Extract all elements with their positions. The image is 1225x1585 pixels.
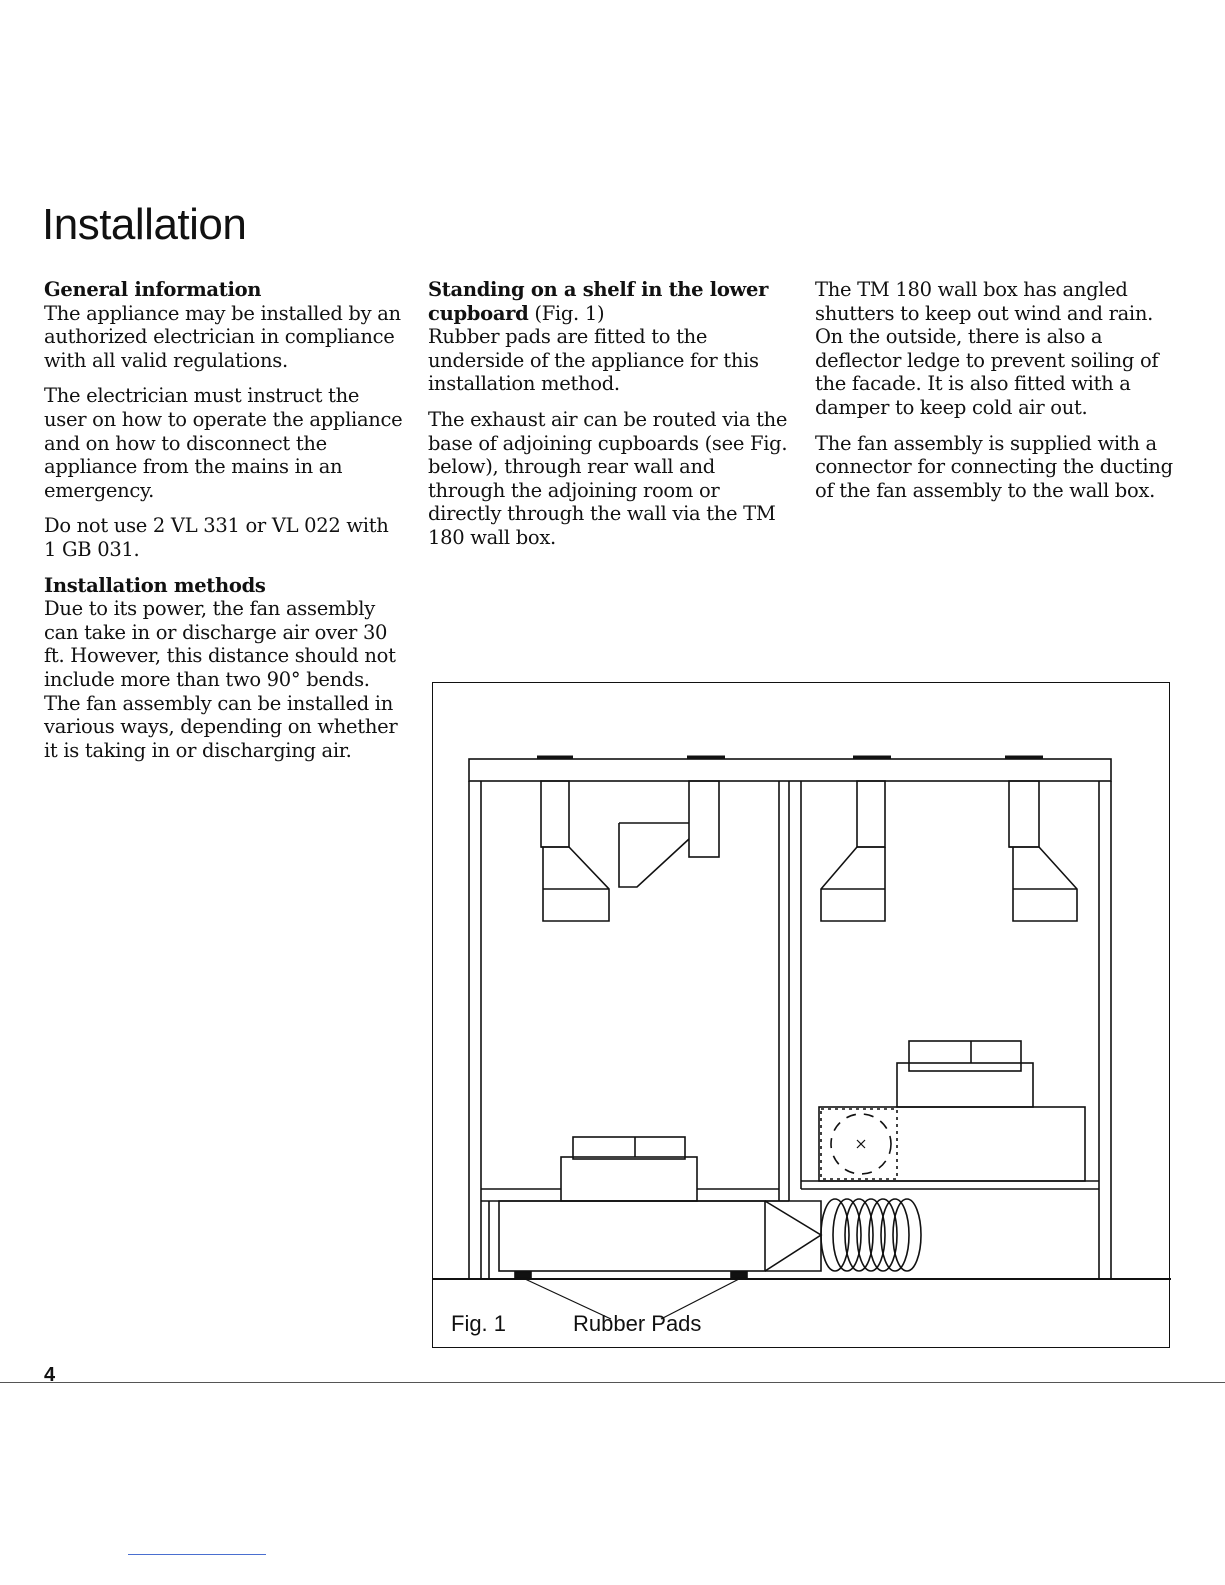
hood-body	[1009, 847, 1077, 921]
flexible-duct-coil	[821, 1199, 921, 1271]
outlet-center-mark	[857, 1140, 865, 1148]
angled-duct-elbow	[619, 823, 689, 887]
shelf-paragraph-2: The exhaust air can be routed via the base of adjoining cupboards (see Fig. below), through rear wall and through the adjoining room or directly through the wall via the TM 180 wall box.	[428, 407, 788, 549]
footer-rule	[0, 1382, 1225, 1383]
connector-paragraph: The fan assembly is supplied with a connector for connecting the ducting of the fan assembly to the wall box.	[815, 431, 1173, 502]
figure-1	[432, 682, 1170, 1348]
duct-connector-arrow	[765, 1201, 821, 1271]
shelf-unit	[819, 1107, 1085, 1181]
outlet-frame	[821, 1109, 897, 1179]
page-number: 4	[44, 1364, 56, 1386]
figure-caption: Fig. 1	[451, 1311, 507, 1336]
rubber-pad	[515, 1272, 531, 1278]
general-information-heading: General information	[44, 278, 262, 301]
installation-diagram	[433, 683, 1171, 1349]
top-shelf	[469, 759, 1111, 781]
shelf-paragraph-1: Rubber pads are fitted to the underside of the appliance for this installation method.	[428, 325, 759, 396]
installation-methods-section	[44, 574, 404, 763]
shelf-section	[428, 278, 788, 396]
fan-top	[909, 1041, 1021, 1071]
wall-box-paragraph: The TM 180 wall box has angled shutters to keep out wind and rain. On the outside, there is also a deflector ledge to prevent soiling of the facade. It is also fitted with a damper to keep cold air out.	[815, 278, 1159, 419]
page-title: Installation	[42, 200, 247, 249]
hood-duct	[541, 781, 569, 847]
general-information-paragraph-1: The appliance may be installed by an authorized electrician in compliance with all valid regulations.	[44, 301, 401, 372]
general-information-section	[44, 278, 404, 372]
fan-top	[573, 1137, 685, 1159]
shelf-heading: Standing on a shelf in the lower cupboard	[428, 278, 769, 325]
shelf-figure-reference: (Fig. 1)	[528, 301, 605, 325]
angled-duct-vertical	[689, 781, 719, 857]
column-1	[44, 278, 404, 774]
general-information-paragraph-3: Do not use 2 VL 331 or VL 022 with 1 GB 031.	[44, 514, 389, 561]
hood-duct	[1009, 781, 1039, 847]
general-information-paragraph-2: The electrician must instruct the user on how to operate the appliance and on how to disconnect the appliance from the mains in an emergency.	[44, 384, 403, 502]
column-3	[815, 278, 1175, 514]
fan-body	[897, 1063, 1033, 1107]
footer-tab-line	[128, 1554, 266, 1555]
base-duct	[499, 1201, 765, 1271]
hood-body	[541, 847, 609, 921]
column-2	[428, 278, 788, 562]
duct-connector-frame	[765, 1201, 821, 1271]
hood-body	[821, 847, 885, 921]
installation-methods-paragraph: Due to its power, the fan assembly can take in or discharge air over 30 ft. However, this distance should not include more than two 90° bends. The fan assembly can be installed in various ways, depending on whether it is taking in or discharging air.	[44, 597, 398, 762]
rubber-pads-label: Rubber Pads	[573, 1311, 702, 1336]
rubber-pad	[731, 1272, 747, 1278]
installation-methods-heading: Installation methods	[44, 573, 266, 597]
fan-body	[561, 1157, 697, 1201]
hood-duct	[857, 781, 885, 847]
